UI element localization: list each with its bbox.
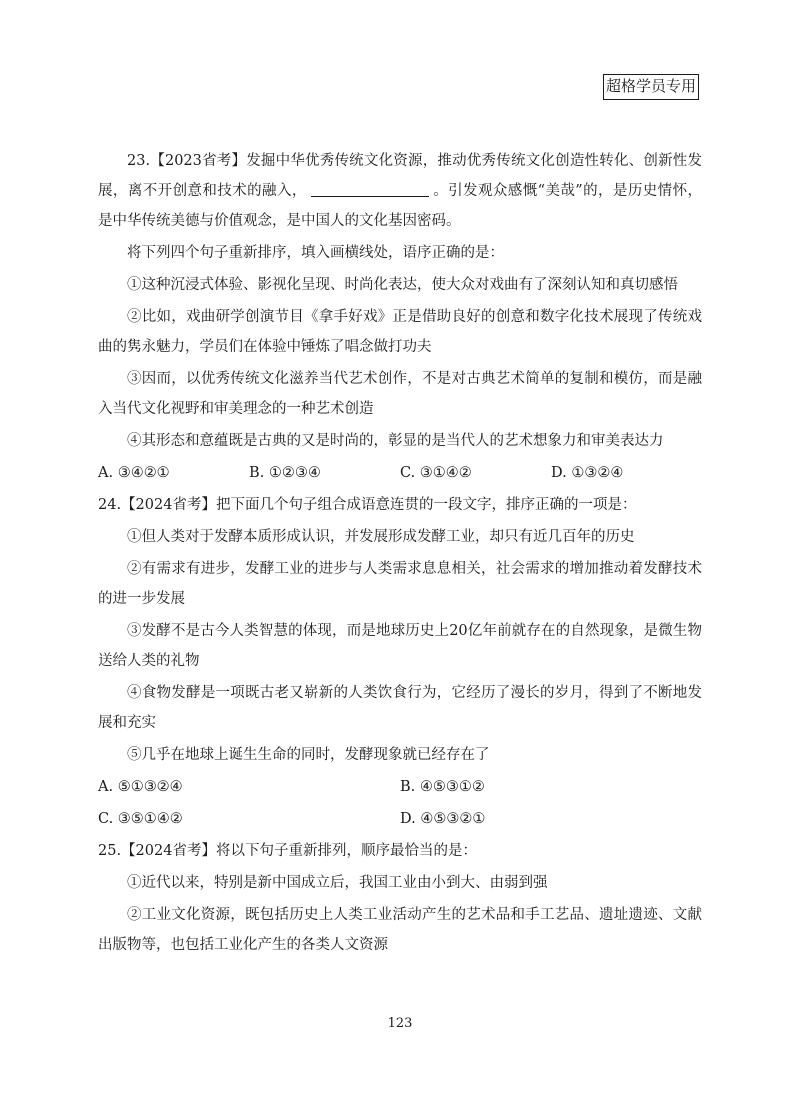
- q23-stem-part2: 。引发观众感慨“美哉”的，是历史情怀，是中华传统美德与价值观念，是中国人的文化基因密码。: [98, 183, 703, 229]
- q23-sentence-4: ④其形态和意蕴既是古典的又是时尚的，彰显的是当代人的艺术想象力和审美表达力: [127, 433, 664, 449]
- q24-sentence-5: ⑤几乎在地球上诞生生命的同时，发酵现象就已经存在了: [127, 747, 490, 763]
- q23-fill-blank: [311, 178, 429, 197]
- q23-sentence-1: ①这种沉浸式体验、影视化呈现、时尚化表达，使大众对戏曲有了深刻认知和真切感悟: [127, 277, 678, 293]
- q24-sentence-2: ②有需求有进步，发酵工业的进步与人类需求息息相关，社会需求的增加推动着发酵技术的进一步发展: [98, 561, 702, 607]
- q24-stem: 24.【2024省考】把下面几个句子组合成语意连贯的一段文字，排序正确的一项是：: [98, 497, 637, 513]
- q23-stem: [98, 146, 702, 236]
- q23-stem-part1: 23.【2023省考】发掘中华优秀传统文化资源，推动优秀传统文化创造性转化、创新性发展，离不开创意和技术的融入，: [98, 153, 702, 199]
- q24-options-row1: [98, 772, 702, 802]
- q23-option-d[interactable]: D. ①③②④: [551, 465, 624, 481]
- q23-sentence-2: ②比如，戏曲研学创演节目《拿手好戏》正是借助良好的创意和数字化技术展现了传统戏曲的隽永魅力，学员们在体验中锤炼了唱念做打功夫: [98, 309, 702, 355]
- q23-sentence-3: ③因而，以优秀传统文化滋养当代艺术创作，不是对古典艺术简单的复制和模仿，而是融入当代文化视野和审美理念的一种艺术创造: [98, 371, 702, 417]
- q24-sentence-1: ①但人类对于发酵本质形成认识，并发展形成发酵工业，却只有近几百年的历史: [127, 529, 635, 545]
- q25-sentence-1: ①近代以来，特别是新中国成立后，我国工业由小到大、由弱到强: [127, 875, 548, 891]
- q23-option-c[interactable]: C. ③①④②: [400, 465, 472, 481]
- question-content: [98, 146, 702, 962]
- q24-option-b[interactable]: B. ④⑤③①②: [400, 779, 485, 795]
- q25-stem: 25.【2024省考】将以下句子重新排列，顺序最恰当的是：: [98, 843, 477, 859]
- q23-option-a[interactable]: A. ③④②①: [98, 465, 170, 481]
- q23-option-b[interactable]: B. ①②③④: [249, 465, 321, 481]
- q24-option-a[interactable]: A. ⑤①③②④: [98, 779, 183, 795]
- q24-sentence-3: ③发酵不是古今人类智慧的体现，而是地球历史上20亿年前就存在的自然现象，是微生物送给人类的礼物: [98, 623, 702, 669]
- q23-options: [98, 458, 702, 488]
- q24-option-d[interactable]: D. ④⑤③②①: [400, 811, 486, 827]
- exclusive-badge: 超格学员专用: [603, 74, 699, 100]
- page-number: 123: [387, 1016, 413, 1031]
- q24-sentence-4: ④食物发酵是一项既古老又崭新的人类饮食行为，它经历了漫长的岁月，得到了不断地发展和充实: [98, 685, 702, 731]
- q23-instruction: 将下列四个句子重新排序，填入画横线处，语序正确的是：: [127, 245, 504, 261]
- q24-option-c[interactable]: C. ③⑤①④②: [98, 811, 183, 827]
- q24-options-row2: [98, 804, 702, 834]
- q25-sentence-2: ②工业文化资源，既包括历史上人类工业活动产生的艺术品和手工艺品、遗址遗迹、文献出版物等，也包括工业化产生的各类人文资源: [98, 907, 702, 953]
